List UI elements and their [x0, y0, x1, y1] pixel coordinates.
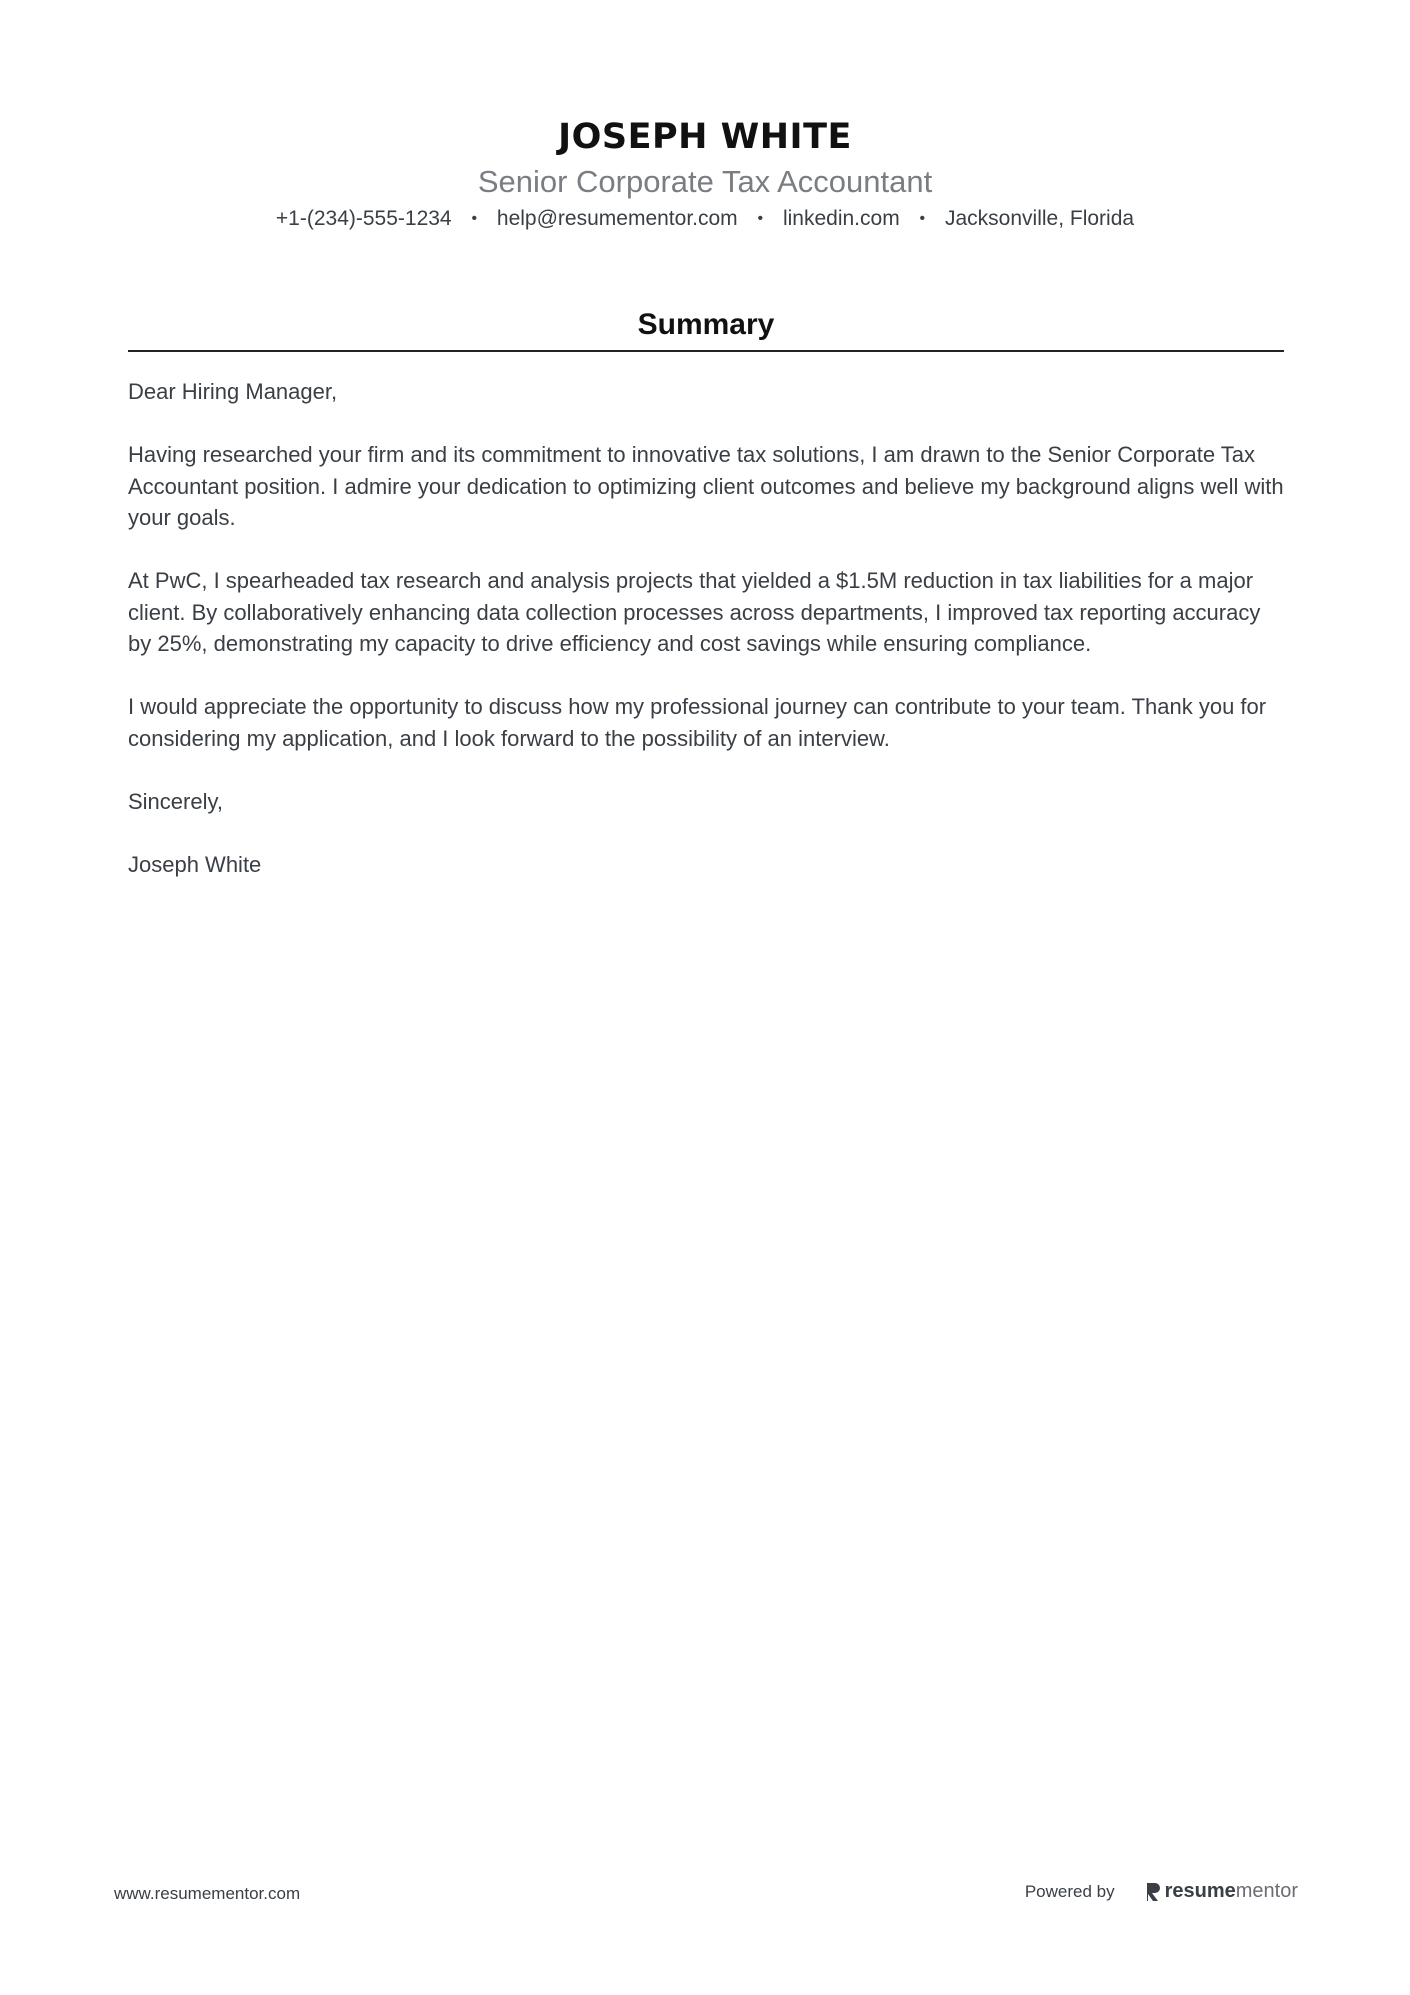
- contact-separator: •: [471, 210, 478, 227]
- brand-light: mentor: [1235, 1880, 1298, 1902]
- footer-website[interactable]: www.resumementor.com: [114, 1884, 301, 1903]
- contact-email[interactable]: help@resumementor.com: [496, 207, 738, 230]
- contact-separator: •: [757, 210, 764, 227]
- letter-signature: Joseph White: [128, 851, 262, 877]
- letter-header: [0, 112, 1410, 234]
- contact-linkedin[interactable]: linkedin.com: [782, 207, 900, 230]
- resumementor-logo-text: [1165, 1880, 1298, 1903]
- contact-line: [0, 204, 1410, 234]
- contact-location: Jacksonville, Florida: [945, 207, 1135, 230]
- resumementor-logo-icon: [1145, 1881, 1161, 1903]
- letter-paragraph: At PwC, I spearheaded tax research and analysis projects that yielded a $1.5M reduction in tax liabilities for a major client. By collaboratively enhancing data collection processes across departments, I improved tax reporting accuracy by 25%, demonstrating my capacity to drive efficiency and cost savings while ensuring compliance.: [128, 568, 1261, 656]
- contact-separator: •: [919, 210, 926, 227]
- candidate-name: JOSEPH WHITE: [558, 117, 852, 157]
- section-divider: [128, 350, 1284, 352]
- letter-greeting: Dear Hiring Manager,: [128, 379, 338, 404]
- letter-paragraph: Having researched your firm and its commitment to innovative tax solutions, I am drawn to the Senior Corporate Tax Accountant position. I admire your dedication to optimizing client outcomes and believe my background aligns well with your goals.: [128, 442, 1284, 530]
- powered-by-label: Powered by: [1024, 1881, 1115, 1901]
- letter-closing: Sincerely,: [128, 788, 223, 814]
- candidate-title: Senior Corporate Tax Accountant: [477, 164, 933, 199]
- contact-phone: +1-(234)-555-1234: [275, 207, 452, 230]
- letter-paragraph: I would appreciate the opportunity to discuss how my professional journey can contribute to your team. Thank you for considering my application, and I look forward to the possibility of an interview.: [128, 694, 1267, 751]
- brand-bold: resume: [1164, 1880, 1236, 1902]
- section-title-summary: Summary: [637, 308, 775, 341]
- footer-branding: [1025, 1880, 1298, 1903]
- letter-body: [128, 376, 1284, 912]
